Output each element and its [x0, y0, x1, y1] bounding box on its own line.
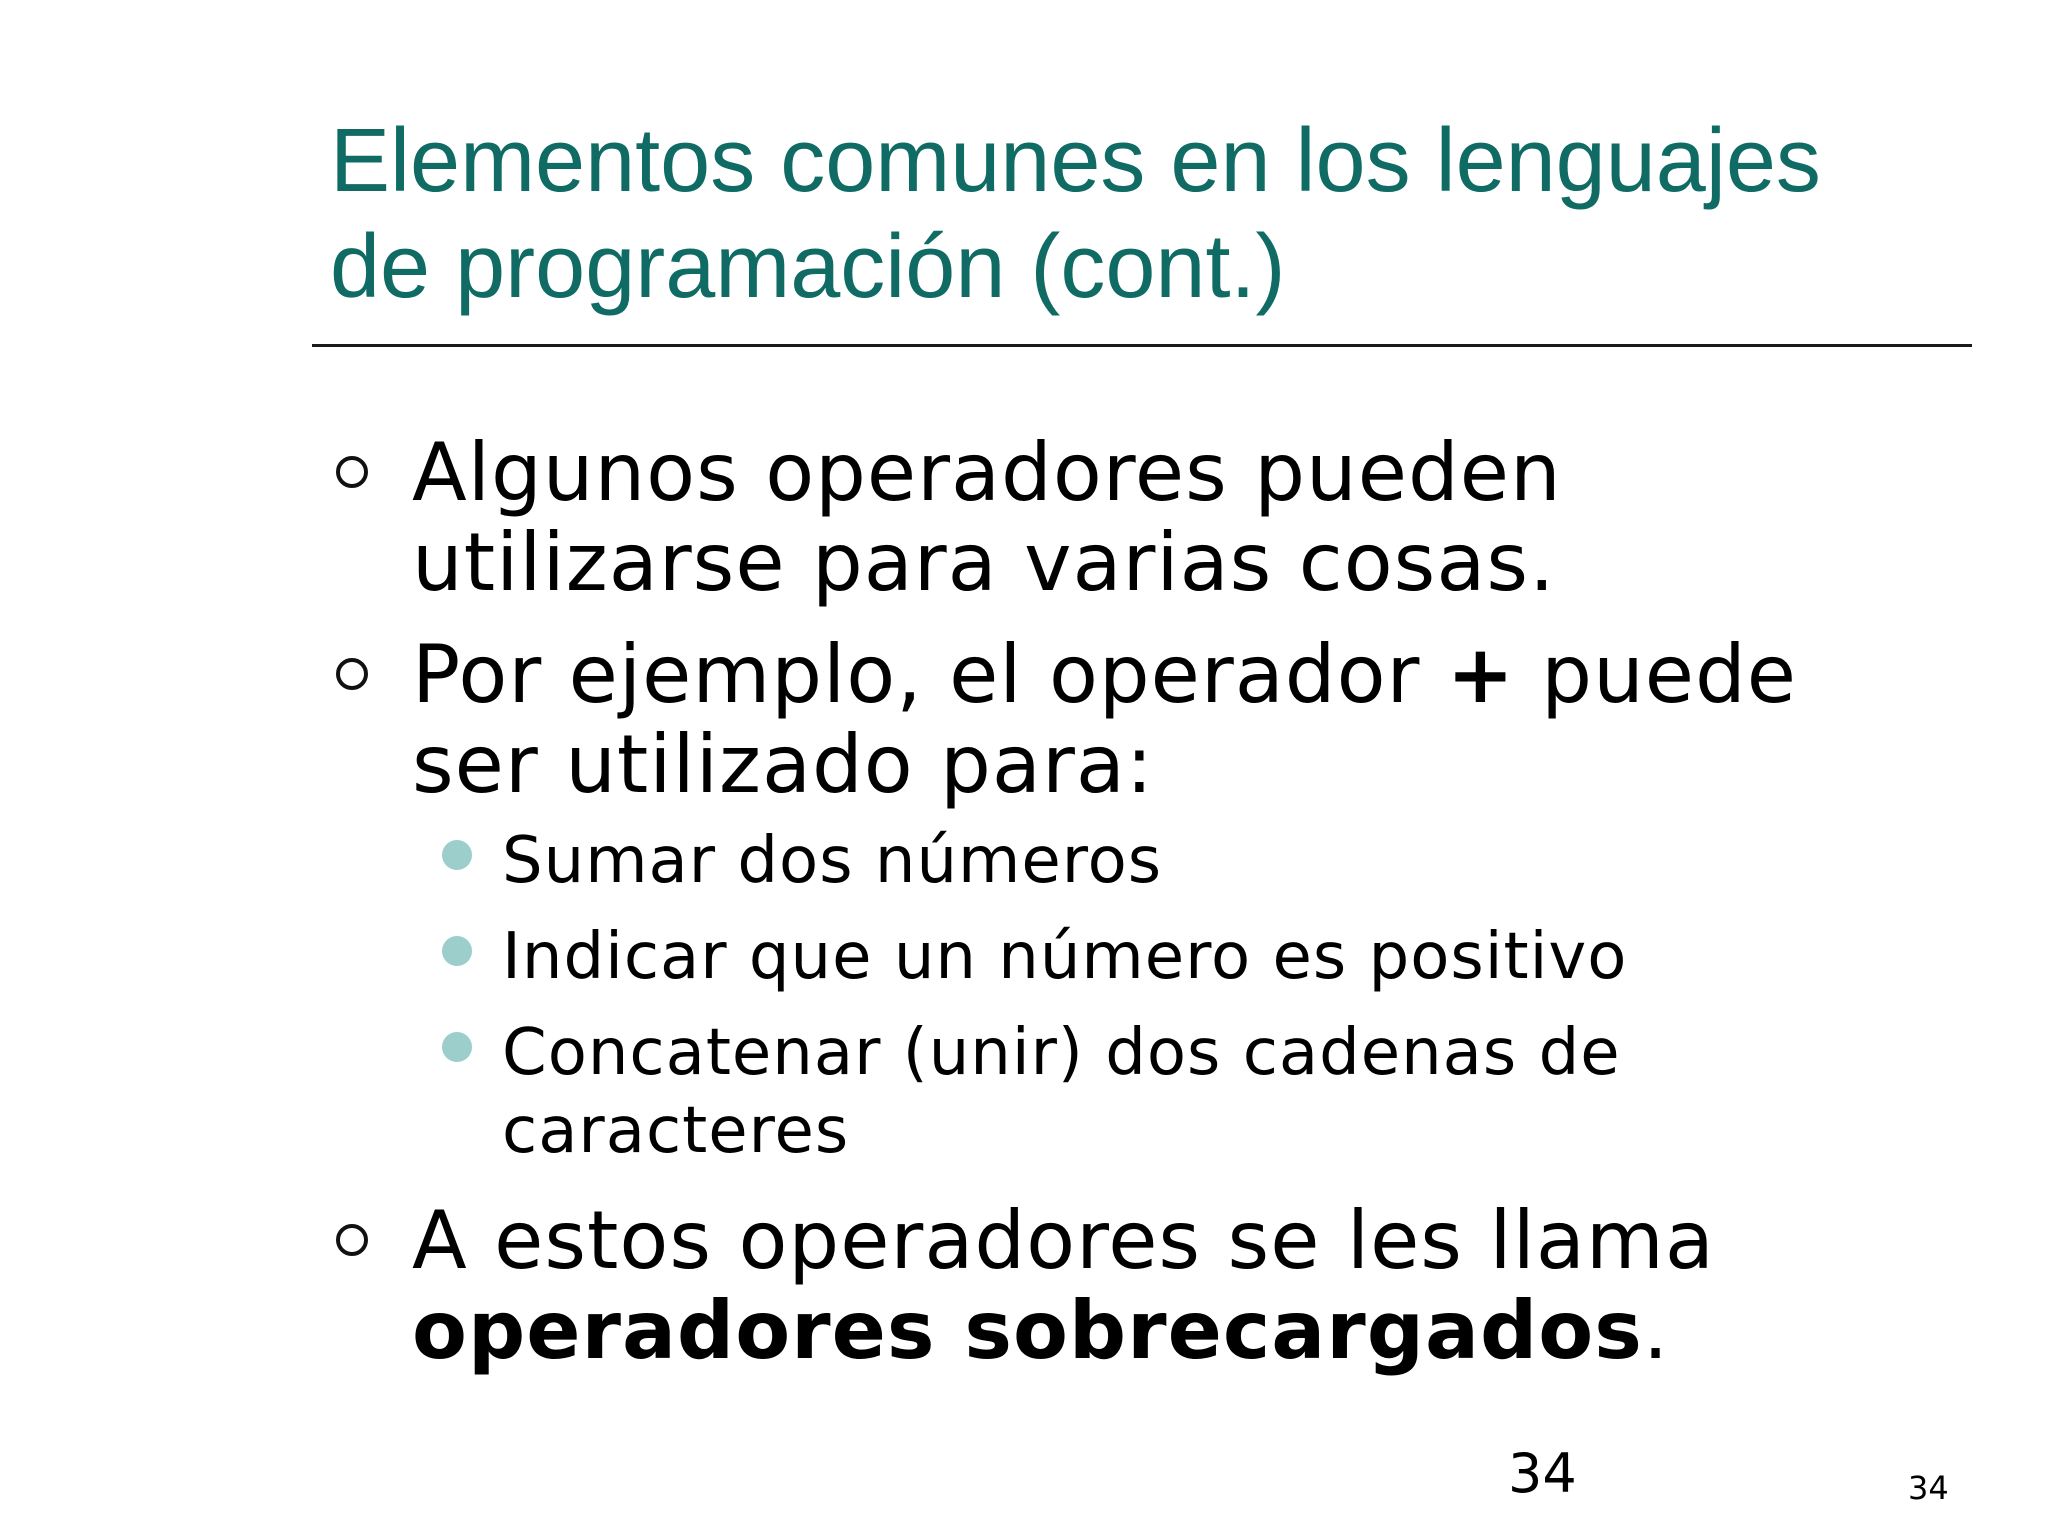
- sub-bullet-text: [502, 1014, 1922, 1170]
- sub-bullet-text: [502, 822, 1922, 900]
- bullet-text-segment: puede: [1514, 628, 1798, 721]
- hollow-circle-bullet-icon: [336, 1224, 368, 1256]
- bullet-text: [412, 428, 1932, 608]
- bullet-line: ser utilizado para:: [412, 718, 1154, 811]
- overloaded-operators-term: operadores sobrecargados: [412, 1284, 1643, 1377]
- bullet-text: [412, 630, 1932, 810]
- bullet-line: [412, 1286, 1932, 1376]
- sub-bullet-line: caracteres: [502, 1094, 850, 1168]
- bullet-text-segment: Por ejemplo, el operador: [412, 628, 1447, 721]
- filled-circle-bullet-icon: [442, 1032, 472, 1062]
- plus-operator: +: [1446, 628, 1515, 721]
- bullet-text: [412, 1196, 1932, 1376]
- hollow-circle-bullet-icon: [336, 658, 368, 690]
- hollow-circle-bullet-icon: [336, 456, 368, 488]
- sub-bullet-line: Indicar que un número es positivo: [502, 920, 1628, 994]
- sub-bullet-line: Concatenar (unir) dos cadenas de: [502, 1016, 1621, 1090]
- title-line-2: de programación (cont.): [330, 217, 1286, 317]
- filled-circle-bullet-icon: [442, 840, 472, 870]
- filled-circle-bullet-icon: [442, 936, 472, 966]
- sub-bullet-text: [502, 918, 1922, 996]
- slide-body: [330, 0, 1970, 1536]
- title-line-1: Elementos comunes en los lenguajes: [330, 111, 1821, 211]
- sub-bullet-line: Sumar dos números: [502, 824, 1163, 898]
- bullet-text-segment: .: [1642, 1284, 1670, 1377]
- page-number-corner: 34: [1908, 1469, 1949, 1507]
- bullet-line: utilizarse para varias cosas.: [412, 516, 1556, 609]
- bullet-line: Algunos operadores pueden: [412, 426, 1562, 519]
- bullet-line: [412, 630, 1932, 720]
- page-number-center: 34: [1508, 1442, 1577, 1505]
- bullet-line: A estos operadores se les llama: [412, 1194, 1715, 1287]
